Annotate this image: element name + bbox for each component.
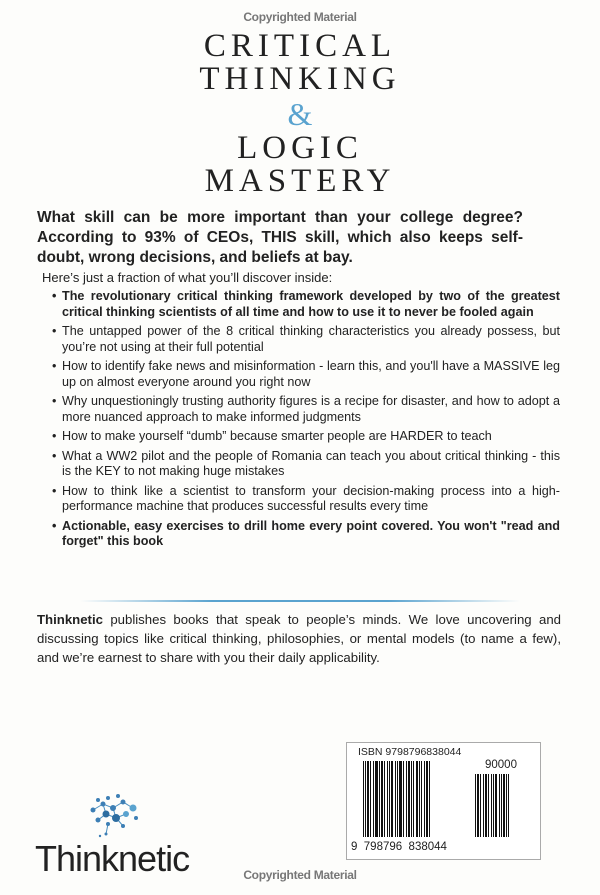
barcode-bar (429, 761, 430, 837)
title-line: THINKING (199, 61, 401, 97)
isbn-label: ISBN 9798796838044 (358, 746, 462, 758)
logo-text: Thinknetic (35, 838, 190, 879)
title-line: LOGIC (237, 130, 363, 166)
title-ampersand: & (287, 96, 313, 132)
isbn-barcode (346, 742, 541, 860)
list-item: • How to identify fake news and misinformation - learn this, and you'll have a MASSIVE leg up on almost everyone around you right now (52, 359, 560, 390)
publisher-name: Thinknetic (37, 612, 103, 627)
watermark-bottom: Copyrighted Material (243, 868, 357, 882)
book-title (0, 30, 600, 198)
list-item: • What a WW2 pilot and the people of Romania can teach you about critical thinking - this is the KEY to not making huge mistakes (52, 449, 560, 480)
brain-network-icon (78, 790, 148, 838)
barcode-bars (363, 761, 468, 837)
barcode-bar (508, 774, 509, 837)
title-line: MASTERY (204, 163, 396, 199)
addon-digits: 90000 (485, 759, 517, 771)
benefit-list (52, 289, 560, 554)
list-item: • The revolutionary critical thinking framework developed by two of the greatest critical thinking scientists of all time and how to use it to never be fooled again (52, 289, 560, 320)
title-line: CRITICAL (203, 28, 397, 64)
publisher-logo (35, 790, 220, 878)
divider (80, 600, 520, 602)
addon-bars (475, 774, 527, 837)
publisher-about (37, 610, 561, 667)
list-item: • Actionable, easy exercises to drill home every point covered. You won't "read and forget" this book (52, 519, 560, 550)
list-item: • The untapped power of the 8 critical thinking characteristics you already possess, but you’re not using at their full potential (52, 324, 560, 355)
publisher-description: publishes books that speak to people’s minds. We love uncovering and discussing topics like critical thinking, philosophies, or mental models (to name a few), and we’re earnest to share with you their daily applicability. (37, 612, 561, 665)
hook-text: What skill can be more important than your college degree? According to 93% of CEOs, THIS skill, which also keeps self-doubt, wrong decisions, and beliefs at bay. (37, 209, 523, 266)
list-item: • How to think like a scientist to transform your decision-making process into a high-performance machine that produces successful results every time (52, 484, 560, 515)
watermark-top: Copyrighted Material (243, 10, 357, 24)
list-item: • Why unquestioningly trusting authority figures is a recipe for disaster, and how to adopt a more nuanced approach to make informed judgments (52, 394, 560, 425)
intro-text: Here’s just a fraction of what you’ll discover inside: (42, 270, 333, 285)
list-item: • How to make yourself “dumb” because smarter people are HARDER to teach (52, 429, 560, 445)
barcode-digits: 9 798796 838044 (351, 841, 447, 853)
